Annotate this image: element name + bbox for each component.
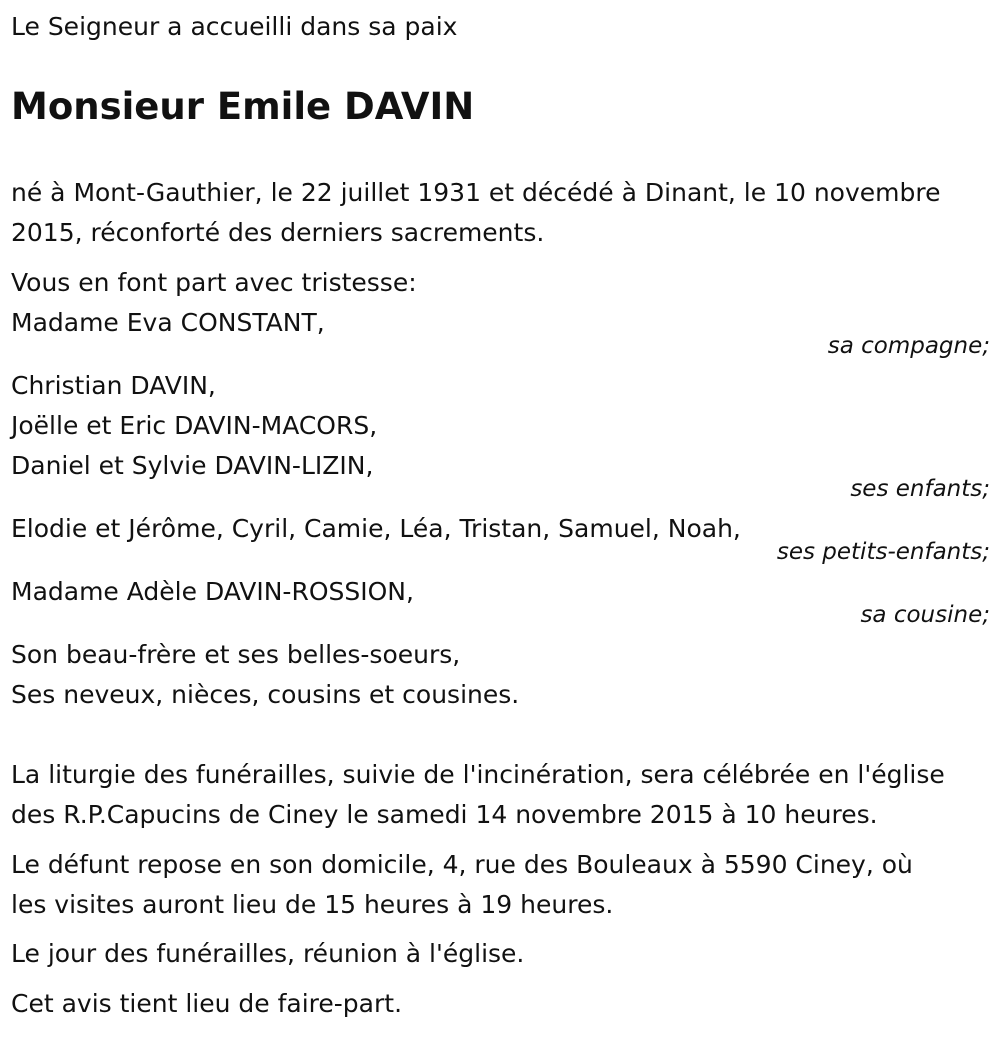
rest-line-2: les visites auront lieu de 15 heures à 19 heures. <box>11 890 614 919</box>
birth-death-line-1: né à Mont-Gauthier, le 22 juillet 1931 et décédé à Dinant, le 10 novembre <box>11 178 941 207</box>
birth-death-paragraph <box>11 173 990 253</box>
meeting-text: Le jour des funérailles, réunion à l'église. <box>11 939 525 968</box>
rest-line-1: Le défunt repose en son domicile, 4, rue des Bouleaux à 5590 Ciney, où <box>11 850 913 879</box>
liturgy-line-2: des R.P.Capucins de Ciney le samedi 14 novembre 2015 à 10 heures. <box>11 800 878 829</box>
meeting-paragraph <box>11 934 990 974</box>
birth-death-line-2: 2015, réconforté des derniers sacrements. <box>11 218 545 247</box>
relatives-line: Son beau-frère et ses belles-soeurs, <box>11 640 461 669</box>
rest-paragraph <box>11 845 990 925</box>
announcement-intro: Vous en font part avec tristesse: <box>11 268 417 297</box>
child-name: Christian DAVIN, <box>11 371 216 400</box>
liturgy-line-1: La liturgie des funérailles, suivie de l'incinération, sera célébrée en l'église <box>11 760 945 789</box>
cousin-entry <box>11 572 990 612</box>
companion-role: sa compagne; <box>827 333 990 359</box>
intro-text: Le Seigneur a accueilli dans sa paix <box>11 12 458 41</box>
liturgy-paragraph <box>11 755 990 835</box>
deceased-name: Monsieur Emile DAVIN <box>11 85 475 128</box>
cousin-name: Madame Adèle DAVIN-ROSSION, <box>11 577 414 606</box>
children-list <box>11 366 990 486</box>
grandchildren-role: ses petits-enfants; <box>776 539 990 565</box>
other-relatives <box>11 635 990 715</box>
child-name: Joëlle et Eric DAVIN-MACORS, <box>11 411 378 440</box>
children-role: ses enfants; <box>850 476 990 502</box>
companion-name: Madame Eva CONSTANT, <box>11 308 325 337</box>
child-name: Daniel et Sylvie DAVIN-LIZIN, <box>11 451 374 480</box>
closing-text: Cet avis tient lieu de faire-part. <box>11 989 403 1018</box>
closing-paragraph <box>11 984 990 1024</box>
cousin-role: sa cousine; <box>860 602 990 628</box>
relatives-line: Ses neveux, nièces, cousins et cousines. <box>11 680 520 709</box>
grandchildren-names: Elodie et Jérôme, Cyril, Camie, Léa, Tristan, Samuel, Noah, <box>11 514 741 543</box>
